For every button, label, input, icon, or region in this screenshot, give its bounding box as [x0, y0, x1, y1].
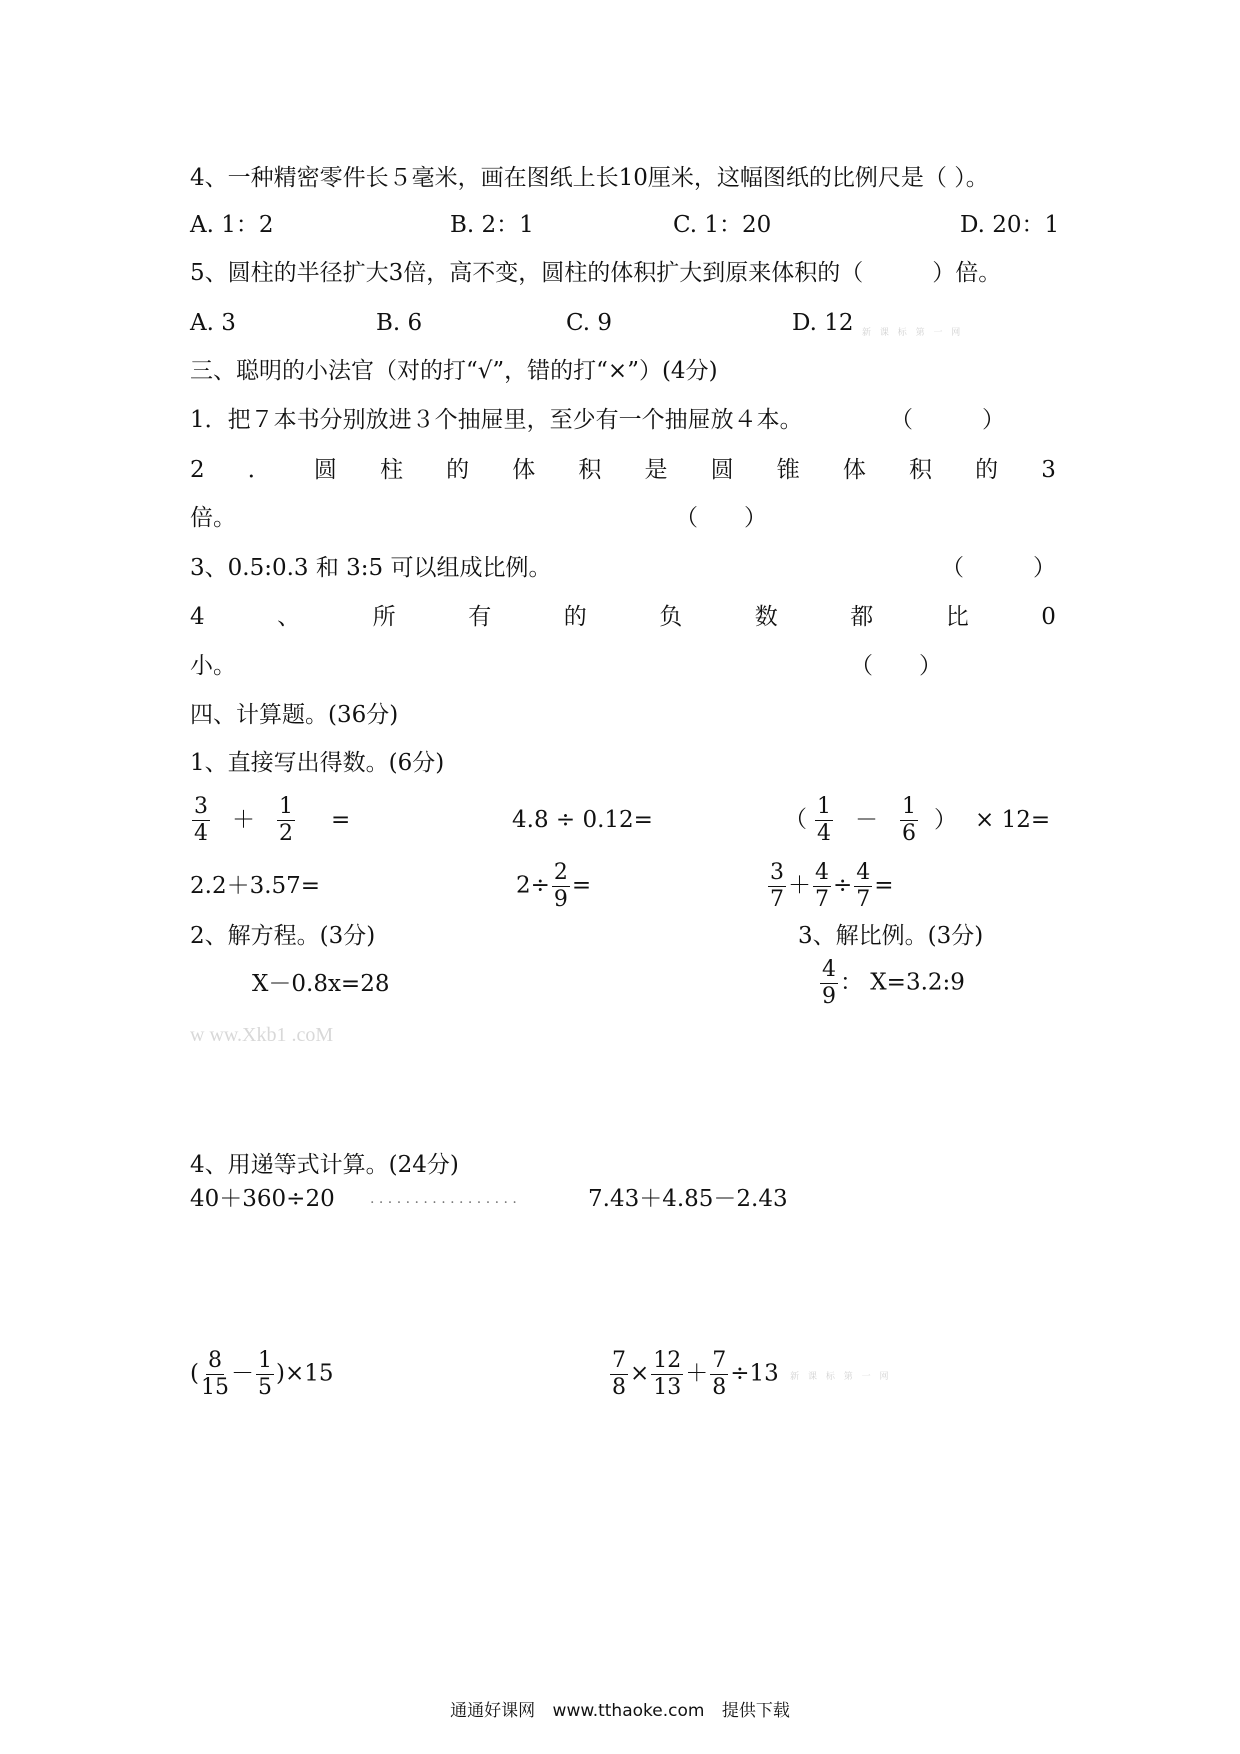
- s3-item-4-char: 比: [945, 604, 969, 630]
- fraction: $\frac{7}{8}$: [712, 1348, 727, 1400]
- section3-title: 三、聪明的小法官（对的打“√”，错的打“×”）(4分): [190, 358, 718, 384]
- s3-item-4-char: 负: [659, 604, 683, 630]
- s3-item-2-char: 柱: [380, 457, 404, 483]
- footer-note: 提供下载: [721, 1701, 790, 1721]
- s3-item-2-char: 圆: [710, 457, 734, 483]
- sub2-title: 2、解方程。(3分): [190, 923, 376, 949]
- q4-option-a: A. 1：2: [190, 212, 274, 238]
- s3-item-2-line1: [190, 455, 1056, 485]
- q4-stem: 4、一种精密零件长５毫米，画在图纸上长10厘米，这幅图纸的比例尺是（ ）。: [190, 165, 989, 191]
- fraction: $\frac{1}{6}$: [902, 794, 916, 846]
- s3-item-4-char: 都: [850, 604, 874, 630]
- fraction: $\frac{8}{15}$: [200, 1348, 229, 1400]
- fraction: $\frac{1}{4}$: [817, 794, 831, 846]
- s3-item-3-blank: （ ）: [941, 555, 1056, 581]
- s3-item-4-char: 0: [1041, 604, 1056, 630]
- calc-expression-6: $\frac{3}{7}$ ＋ $\frac{4}{7}$ ÷ $\frac{4}{7}$ =: [770, 860, 894, 912]
- s3-item-2-char: 锥: [776, 457, 800, 483]
- s3-item-4-char: 4: [190, 604, 205, 630]
- s3-item-2-char: 积: [909, 457, 933, 483]
- calc-expression-4: 2.2＋3.57=: [190, 873, 321, 899]
- s3-item-4-char: 所: [372, 604, 396, 630]
- s3-item-2-char: 圆: [313, 457, 337, 483]
- section4-title: 四、计算题。(36分): [190, 702, 399, 728]
- s3-item-4-char: 、: [277, 604, 301, 630]
- calc-step-4: $\frac{7}{8}$ × $\frac{12}{13}$ ＋ $\frac{7}{8}$ ÷13 新 课 标 第 一 网: [612, 1348, 892, 1400]
- proportion: $\frac{4}{9}$ ： X=3.2:9: [822, 957, 965, 1009]
- page-footer: [0, 1696, 1240, 1721]
- s3-item-2-char: 积: [578, 457, 602, 483]
- dotted-leader: . . . . . . . . . . . . . . . . .: [370, 1191, 517, 1207]
- fraction: $\frac{7}{8}$: [612, 1348, 626, 1400]
- s3-item-2-char: 是: [644, 457, 668, 483]
- q5-option-c: C. 9: [566, 310, 613, 336]
- q4-option-d: D. 20：1: [960, 212, 1060, 238]
- s3-item-2-char: 体: [512, 457, 536, 483]
- sub3-title: 3、解比例。(3分): [798, 923, 984, 949]
- s3-item-3: [190, 553, 1056, 583]
- calc-expression-1: $\frac{3}{4}$ ＋ $\frac{1}{2}$ =: [194, 794, 351, 846]
- s3-item-4-line1: [190, 602, 1056, 632]
- footer-url[interactable]: www.tthaoke.com: [552, 1701, 705, 1721]
- fraction: $\frac{4}{7}$: [815, 860, 829, 912]
- sub4-title: 4、用递等式计算。(24分): [190, 1152, 459, 1178]
- s3-item-2-char: 2: [190, 457, 205, 483]
- calc-step-1: 40＋360÷20: [190, 1186, 335, 1212]
- s3-item-3-text: 3、0.5:0.3 和 3:5 可以组成比例。: [190, 555, 552, 581]
- footer-brand: 通通好课网: [450, 1701, 536, 1721]
- s3-item-4-char: 的: [563, 604, 587, 630]
- fraction: $\frac{3}{4}$: [194, 794, 208, 846]
- fraction: $\frac{1}{5}$: [257, 1348, 272, 1400]
- s3-item-2-char: 体: [842, 457, 866, 483]
- fraction: $\frac{4}{9}$: [822, 957, 836, 1009]
- s3-item-1-text: 1．把７本书分别放进３个抽屉里，至少有一个抽屉放４本。: [190, 407, 803, 433]
- sub1-title: 1、直接写出得数。(6分): [190, 750, 445, 776]
- s3-item-4-line2: [190, 651, 1050, 681]
- calc-expression-2: 4.8 ÷ 0.12=: [512, 807, 653, 833]
- s3-item-1-blank: （ ）: [890, 407, 1005, 433]
- q5-stem: 5、圆柱的半径扩大3倍，高不变，圆柱的体积扩大到原来体积的（ ）倍。: [190, 260, 1002, 286]
- fraction: $\frac{3}{7}$: [770, 860, 784, 912]
- s3-item-2-blank: （ ）: [675, 505, 767, 531]
- calc-expression-3: （ $\frac{1}{4}$ － $\frac{1}{6}$ ） × 12=: [784, 794, 1051, 846]
- fraction: $\frac{4}{7}$: [856, 860, 871, 912]
- s3-item-2-char: 的: [975, 457, 999, 483]
- s3-item-2-char: 3: [1041, 457, 1056, 483]
- s3-item-2-line2: [190, 503, 1050, 533]
- fraction: $\frac{12}{13}$: [653, 1348, 682, 1400]
- calc-step-2: 7.43＋4.85－2.43: [588, 1186, 788, 1212]
- equation: X－0.8x=28: [252, 971, 390, 997]
- s3-item-4-text: 小。: [190, 653, 236, 679]
- q4-option-b: B. 2：1: [450, 212, 534, 238]
- fraction: $\frac{2}{9}$: [553, 860, 568, 912]
- s3-item-1: [190, 405, 1050, 435]
- s3-item-4-blank: （ ）: [850, 653, 942, 679]
- s3-item-4-char: 数: [754, 604, 778, 630]
- s3-item-4-char: 有: [468, 604, 492, 630]
- watermark-text: 新 课 标 第 一 网: [862, 328, 964, 338]
- s3-item-2-char: ．: [247, 457, 271, 483]
- s3-item-2-text: 倍。: [190, 505, 236, 531]
- q4-option-c: C. 1：20: [673, 212, 772, 238]
- q5-option-b: B. 6: [376, 310, 423, 336]
- fraction: $\frac{1}{2}$: [279, 794, 293, 846]
- calc-expression-5: 2÷ $\frac{2}{9}$ =: [516, 860, 592, 912]
- watermark-url: w ww.Xkb1 .coM: [190, 1024, 334, 1046]
- watermark-text: 新 课 标 第 一 网: [790, 1371, 892, 1382]
- calc-step-3: ( $\frac{8}{15}$ － $\frac{1}{5}$ )×15: [190, 1348, 334, 1400]
- q5-option-d: D. 12: [792, 310, 854, 336]
- s3-item-2-char: 的: [446, 457, 470, 483]
- q5-option-a: A. 3: [190, 310, 236, 336]
